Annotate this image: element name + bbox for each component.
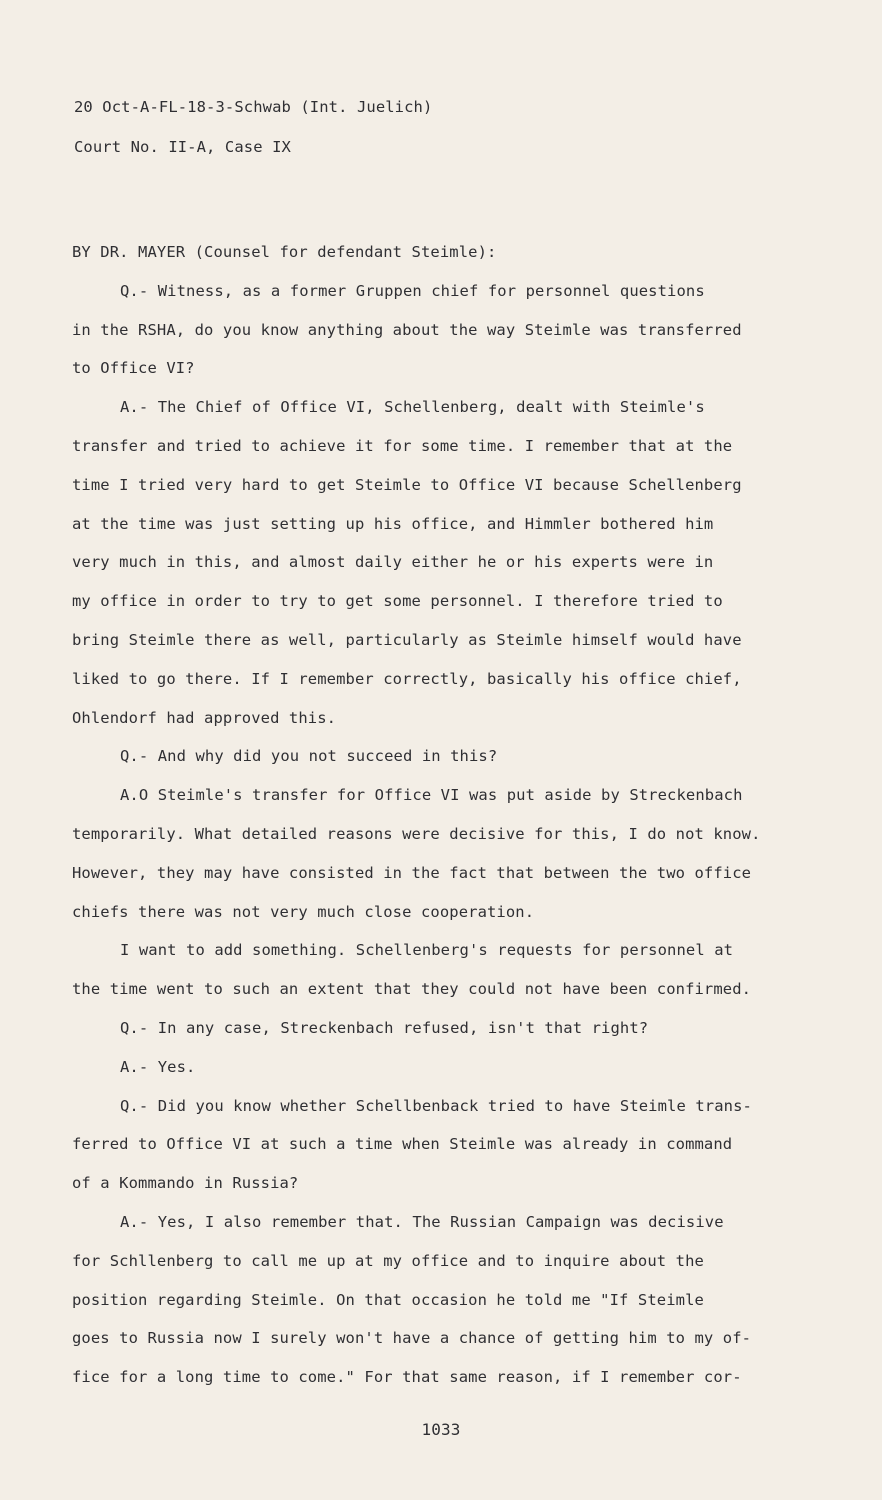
transcript-line: ferred to Office VI at such a time when Steimle was already in command [72, 1135, 733, 1154]
transcript-line: position regarding Steimle. On that occasion he told me "If Steimle [72, 1290, 704, 1309]
transcript-line: A.O Steimle's transfer for Office VI was put aside by Streckenbach [120, 786, 743, 805]
transcript-line: Q.- In any case, Streckenbach refused, isn't that right? [120, 1018, 649, 1037]
transcript-line: A.- The Chief of Office VI, Schellenberg, dealt with Steimle's [120, 398, 705, 417]
transcript-line: liked to go there. If I remember correctly, basically his office chief, [72, 669, 742, 688]
transcript-line: for Schllenberg to call me up at my office and to inquire about the [72, 1251, 704, 1270]
transcript-line: However, they may have consisted in the fact that between the two office [72, 863, 752, 882]
transcript-body [72, 233, 772, 1397]
transcript-line: temporarily. What detailed reasons were decisive for this, I do not know. [72, 824, 761, 843]
transcript-line: transfer and tried to achieve it for some time. I remember that at the [72, 436, 733, 455]
transcript-line: A.- Yes, I also remember that. The Russian Campaign was decisive [120, 1212, 724, 1231]
transcript-line: Ohlendorf had approved this. [72, 708, 337, 727]
transcript-line: of a Kommando in Russia? [72, 1174, 299, 1193]
document-header-line-2: Court No. II-A, Case IX [74, 138, 291, 156]
page-number: 1033 [421, 1420, 461, 1439]
transcript-line: bring Steimle there as well, particularly as Steimle himself would have [72, 630, 742, 649]
transcript-line: at the time was just setting up his office, and Himmler bothered him [72, 514, 714, 533]
transcript-line: the time went to such an extent that they could not have been confirmed. [72, 980, 752, 999]
transcript-line: I want to add something. Schellenberg's requests for personnel at [120, 941, 734, 960]
transcript-line: BY DR. MAYER (Counsel for defendant Steimle): [72, 243, 497, 261]
transcript-line: chiefs there was not very much close cooperation. [72, 902, 535, 921]
transcript-line: my office in order to try to get some personnel. I therefore tried to [72, 592, 723, 611]
transcript-line: goes to Russia now I surely won't have a chance of getting him to my of- [72, 1329, 752, 1348]
transcript-line: very much in this, and almost daily either he or his experts were in [72, 553, 714, 572]
transcript-line: time I tried very hard to get Steimle to Office VI because Schellenberg [72, 475, 742, 494]
document-header-line-1: 20 Oct-A-FL-18-3-Schwab (Int. Juelich) [74, 98, 433, 116]
transcript-line: to Office VI? [72, 359, 195, 378]
transcript-line: Q.- And why did you not succeed in this? [120, 747, 498, 766]
transcript-line: Q.- Did you know whether Schellbenback tried to have Steimle trans- [120, 1096, 752, 1115]
transcript-line: Q.- Witness, as a former Gruppen chief for personnel questions [120, 281, 705, 300]
transcript-line: A.- Yes. [120, 1057, 196, 1076]
transcript-line: fice for a long time to come." For that same reason, if I remember cor- [72, 1368, 742, 1387]
transcript-line: in the RSHA, do you know anything about the way Steimle was transferred [72, 320, 742, 339]
